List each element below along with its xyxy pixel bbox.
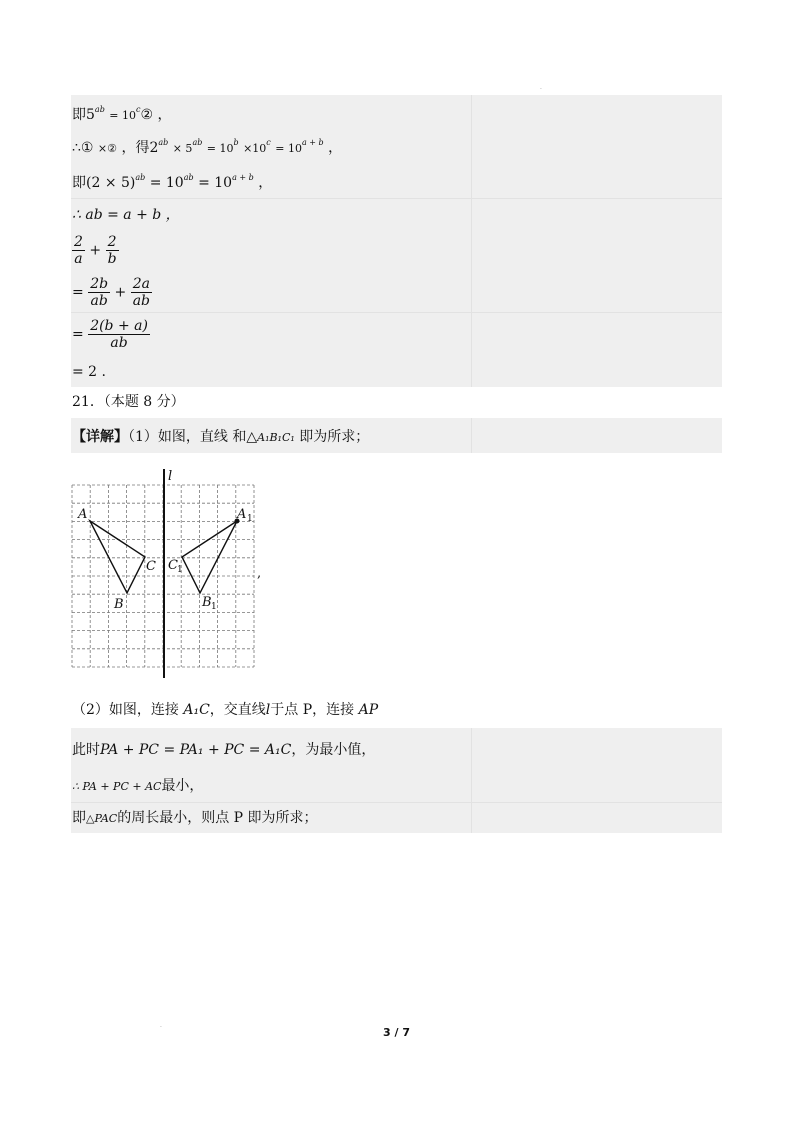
denominator: ab [132,293,151,309]
label-a: A [78,507,88,522]
text: 即(2 × 5) [72,175,136,191]
text: 即为所求； [294,429,370,445]
trailing-comma: , [257,566,262,581]
text: 于点 P，连接 [270,702,359,718]
label-b: B [114,597,124,612]
text: 即5 [72,107,95,123]
text: ×10 [243,142,267,155]
text: 最小， [161,778,204,794]
text: ∴① [72,140,94,156]
superscript: ab [94,105,105,114]
text: ， [157,107,172,123]
eq-line-8 [72,362,106,382]
superscript: c [266,138,271,147]
circled-2: ② [140,107,154,123]
eq-line-5 [72,234,119,267]
triangle-a1b1c1 [182,521,237,593]
text: （1）如图，直线 和△ [128,429,258,445]
label-c1: C [168,558,178,573]
row-divider-1 [71,198,722,199]
math: △PAC [86,812,118,825]
eq-line-6 [72,276,152,309]
math: A₁B₁C₁ [257,431,295,444]
eq-line-4 [72,205,180,225]
label-c: C [146,559,156,574]
column-divider-1 [471,95,472,387]
column-divider-3 [471,728,472,833]
solution-line-3 [72,740,375,760]
solution-line-4 [72,776,203,797]
reflection-figure [70,465,270,680]
column-divider-2 [471,418,472,453]
text: ， [258,175,273,191]
label-l: l [168,469,173,484]
numerator: 2 [74,234,83,250]
text: × 5 [172,142,193,155]
math: A₁C [183,702,210,718]
fraction [106,234,119,267]
numerator: 2a [131,276,152,293]
numerator: 2b [90,276,109,292]
fraction [131,276,152,309]
denominator: b [107,251,117,267]
fraction [88,318,150,351]
row-divider-3 [71,802,722,803]
eq-line-1 [72,100,171,126]
eq-line-2 [72,133,342,159]
text: ，得2 [121,140,159,156]
superscript: ab [183,173,194,182]
text: ×② [97,142,117,155]
text: = 10 [109,109,136,122]
operator: = [72,284,84,301]
operator: + [89,242,102,259]
superscript: ab [135,173,146,182]
denominator: ab [110,335,128,351]
denominator: ab [90,293,108,309]
fraction [88,276,110,309]
superscript: ab [192,138,203,147]
superscript: a + b [232,173,254,182]
operator: = [72,326,84,343]
denominator: a [74,251,83,267]
superscript: ab [158,138,169,147]
text: 即 [72,810,86,826]
text: ， [328,140,343,156]
footer-mark: · [160,1024,162,1031]
math: AP [358,702,379,718]
text: （2）如图，连接 [72,702,184,718]
operator: + [114,284,127,301]
label-c1-sub: 1 [177,565,183,575]
solution-part-1 [72,427,369,448]
label-b1-sub: 1 [211,602,217,612]
row-divider-2 [71,312,722,313]
page-number: 3 / 7 [383,1026,410,1039]
math: PA + PC = PA₁ + PC = A₁C [100,742,292,758]
superscript: c [135,105,141,114]
text: ，为最小值， [291,742,376,758]
text: ，交直线 [209,702,266,718]
eq-line-7 [72,318,150,351]
superscript: b [233,138,239,147]
eq-line-3 [72,168,272,193]
question-title [72,392,185,412]
label-a1: A [237,507,247,522]
triangle-abc [90,521,145,593]
label-a1-sub: 1 [247,514,253,524]
text: 的周长最小，则点 P 即为所求； [117,810,318,826]
solution-line-5 [72,808,318,829]
text: = 10 [275,142,302,155]
text: = 10 [206,142,234,155]
text: = 2 . [72,364,106,380]
text: ∴ ab = a + b ， [72,207,180,223]
fraction [72,234,85,267]
label-b1: B [202,595,212,610]
detail-label: 【详解】 [72,429,128,445]
text: 21．（本题 8 分） [72,394,185,410]
numerator: 2(b + a) [90,318,148,334]
math: l [265,702,271,718]
math: ∴ PA + PC + AC [72,780,162,793]
corner-mark: · [540,86,542,93]
solution-part-2 [72,700,378,720]
superscript: a + b [301,138,324,147]
text: = 10 [198,175,233,191]
text: = 10 [149,175,184,191]
text: 此时 [72,742,100,758]
numerator: 2 [106,234,119,251]
